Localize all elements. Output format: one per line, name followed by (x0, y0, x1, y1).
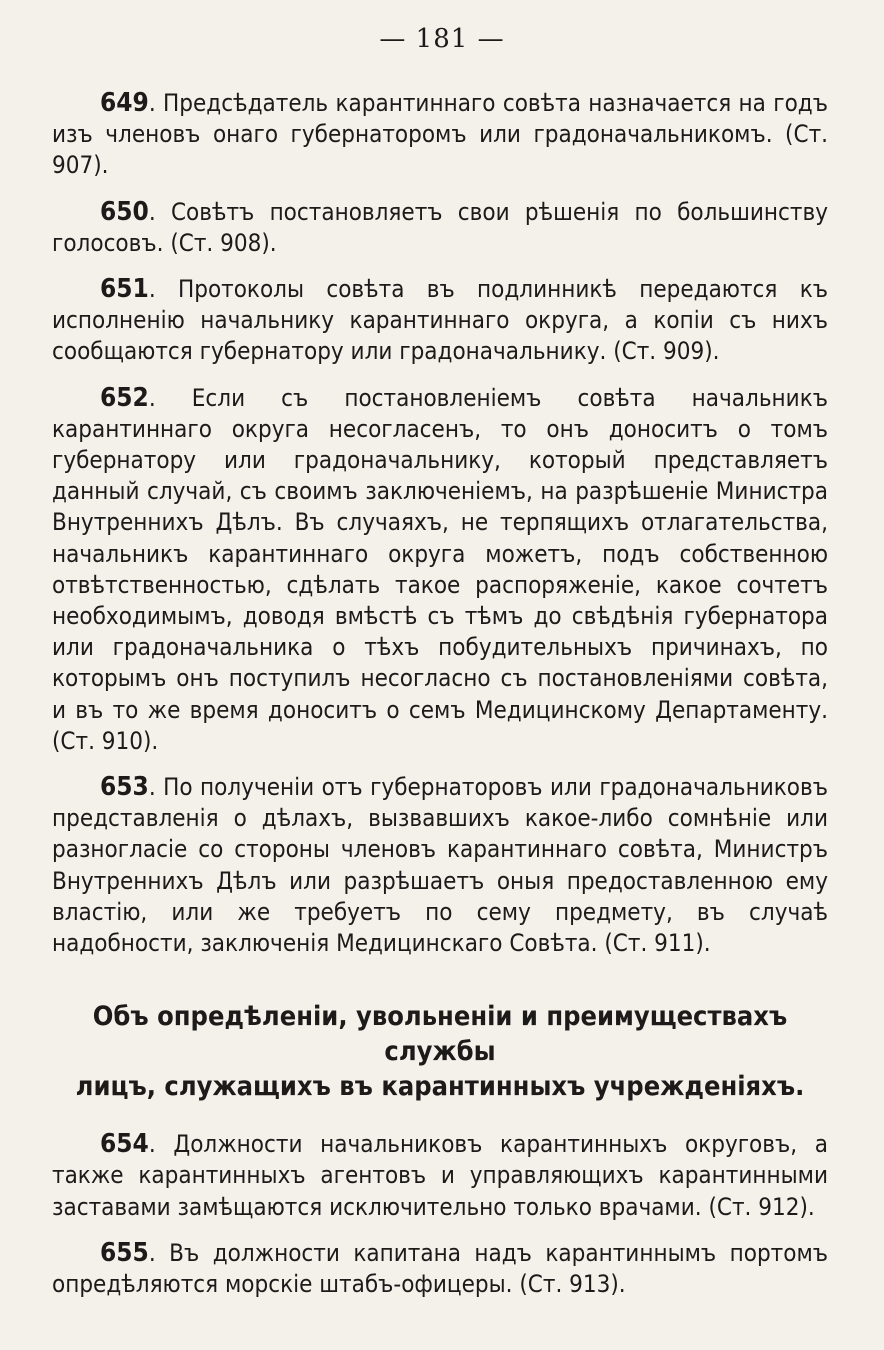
article-652: 652. Если съ постановленіемъ совѣта начальникъ карантиннаго округа несогласенъ, то онъ доноситъ о томъ губернатору или градоначальнику, который представляетъ данный случай, съ своимъ заключеніемъ, на разрѣшеніе Министра Внутреннихъ Дѣлъ. Въ случаяхъ, не терпящихъ отлагательства, начальникъ карантиннаго округа можетъ, подъ собственною отвѣтственностью, сдѣлать такое распоряженіе, какое сочтетъ необходимымъ, доводя вмѣстѣ съ тѣмъ до свѣдѣнія губернатора или градоначальника о тѣхъ побудительныхъ причинахъ, по которымъ онъ поступилъ несогласно съ постановленіями совѣта, и въ то же время доноситъ о семъ Медицинскому Департаменту. (Ст. 910). (52, 382, 828, 755)
page-body (52, 88, 828, 1315)
article-text: Если съ постановленіемъ совѣта начальникъ карантиннаго округа несогласенъ, то онъ доноситъ о томъ губернатору или градоначальнику, который представляетъ данный случай, съ своимъ заключеніемъ, на разрѣшеніе Министра Внутреннихъ Дѣлъ. Въ случаяхъ, не терпящихъ отлагательства, начальникъ карантиннаго округа можетъ, подъ собственною отвѣтственностью, сдѣлать такое распоряженіе, какое сочтетъ необходимымъ, доводя вмѣстѣ съ тѣмъ до свѣдѣнія губернатора или градоначальника о тѣхъ побудительныхъ причинахъ, по которымъ онъ поступилъ несогласно съ постановленіями совѣта, и въ то же время доноситъ о семъ Медицинскому Департаменту. (Ст. 910). (52, 383, 828, 755)
article-number: 653 (100, 772, 149, 803)
article-number: 649 (100, 88, 149, 118)
article-text: Должности начальниковъ карантинныхъ округовъ, а также карантинныхъ агентовъ и управляющихъ карантинными заставами замѣщаются исключительно только врачами. (Ст. 912). (52, 1130, 828, 1221)
page-number: — 181 — (379, 24, 505, 54)
section-heading (52, 999, 828, 1104)
article-655: 655. Въ должности капитана надъ карантиннымъ портомъ опредѣляются морскіе штабъ-офицеры. (Ст. 913). (52, 1237, 828, 1299)
article-text: Въ должности капитана надъ карантиннымъ портомъ опредѣляются морскіе штабъ-офицеры. (Ст. 913). (52, 1238, 828, 1299)
article-text: По полученіи отъ губернаторовъ или градоначальниковъ представленія о дѣлахъ, вызвавшихъ какое-либо сомнѣніе или разногласіе со стороны членовъ карантиннаго совѣта, Министръ Внутреннихъ Дѣлъ или разрѣшаетъ оныя предоставленною ему властію, или же требуетъ по сему предмету, въ случаѣ надобности, заключенія Медицинскаго Совѣта. (Ст. 911). (52, 773, 828, 958)
article-number: 655 (100, 1237, 149, 1268)
article-number: 650 (100, 196, 149, 227)
article-number: 652 (100, 382, 149, 413)
section-heading-line: лицъ, служащихъ въ карантинныхъ учрежденіяхъ. (75, 1071, 805, 1103)
article-649: 649. Предсѣдатель карантиннаго совѣта назначается на годъ изъ членовъ онаго губернаторомъ или градоначальникомъ. (Ст. 907). (52, 88, 828, 180)
article-text: Совѣтъ постановляетъ свои рѣшенія по большинству голосовъ. (Ст. 908). (52, 197, 828, 257)
article-650: 650. Совѣтъ постановляетъ свои рѣшенія по большинству голосовъ. (Ст. 908). (52, 196, 828, 257)
article-654: 654. Должности начальниковъ карантинныхъ округовъ, а также карантинныхъ агентовъ и управляющихъ карантинными заставами замѣщаются исключительно только врачами. (Ст. 912). (52, 1129, 828, 1221)
article-651: 651. Протоколы совѣта въ подлинникѣ передаются къ исполненію начальнику карантиннаго округа, а копіи съ нихъ сообщаются губернатору или градоначальнику. (Ст. 909). (52, 274, 828, 366)
article-text: Протоколы совѣта въ подлинникѣ передаются къ исполненію начальнику карантиннаго округа, а копіи съ нихъ сообщаются губернатору или градоначальнику. (Ст. 909). (52, 275, 828, 366)
section-heading-line: Объ опредѣленіи, увольненіи и преимуществахъ службы (92, 1001, 788, 1068)
article-number: 654 (100, 1129, 149, 1160)
article-text: Предсѣдатель карантиннаго совѣта назначается на годъ изъ членовъ онаго губернаторомъ или градоначальникомъ. (Ст. 907). (52, 89, 828, 180)
article-number: 651 (100, 274, 149, 305)
article-653: 653. По полученіи отъ губернаторовъ или градоначальниковъ представленія о дѣлахъ, вызвавшихъ какое-либо сомнѣніе или разногласіе со стороны членовъ карантиннаго совѣта, Министръ Внутреннихъ Дѣлъ или разрѣшаетъ оныя предоставленною ему властію, или же требуетъ по сему предмету, въ случаѣ надобности, заключенія Медицинскаго Совѣта. (Ст. 911). (52, 772, 828, 958)
